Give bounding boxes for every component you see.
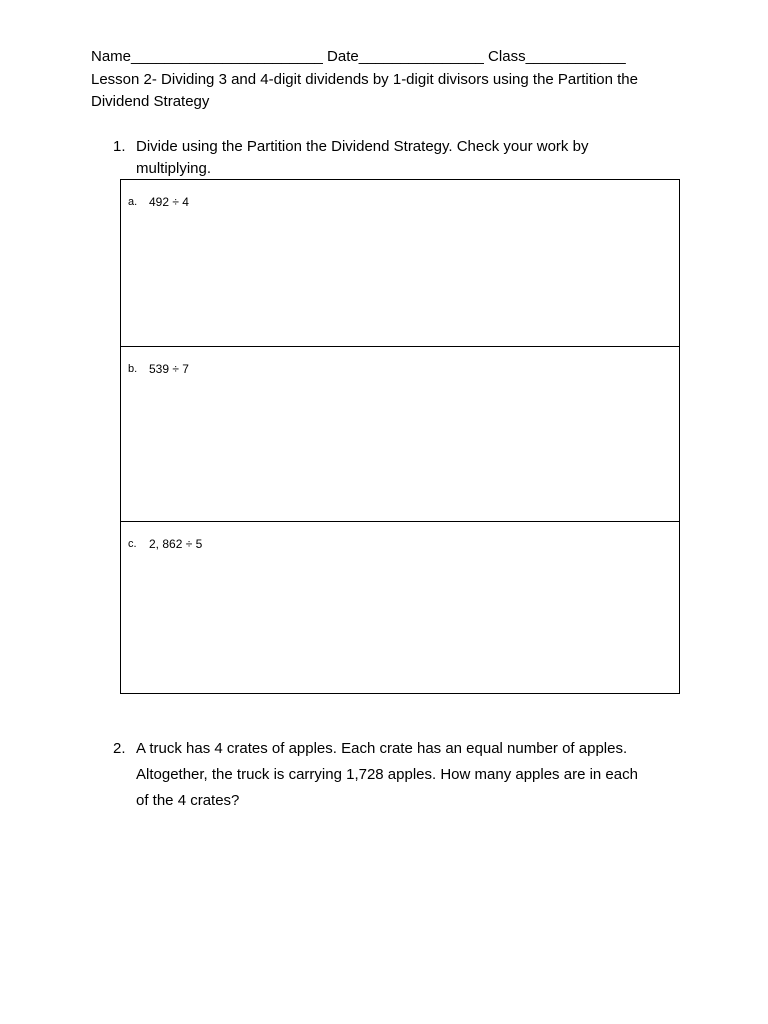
class-label: Class bbox=[483, 48, 526, 65]
class-blank[interactable]: ____________ bbox=[525, 48, 626, 65]
question-1-text-line-2: multiplying. bbox=[136, 160, 212, 177]
part-b-label: b. bbox=[128, 363, 138, 375]
part-b-expression: 539 ÷ 7 bbox=[149, 362, 189, 376]
lesson-title-line-1: Lesson 2- Dividing 3 and 4-digit dividends by 1-digit divisors using the Partition the bbox=[91, 71, 638, 88]
question-1-text-line-1: Divide using the Partition the Dividend Strategy. Check your work by bbox=[136, 138, 589, 155]
question-2-text-line-1: A truck has 4 crates of apples. Each crate has an equal number of apples. bbox=[136, 740, 628, 757]
part-c-expression: 2, 862 ÷ 5 bbox=[149, 537, 203, 551]
name-blank[interactable]: _______________________ bbox=[131, 48, 323, 65]
date-label: Date bbox=[322, 48, 359, 65]
part-a-label: a. bbox=[128, 196, 138, 208]
part-c-label: c. bbox=[128, 538, 137, 550]
question-2-number: 2. bbox=[113, 740, 126, 757]
answer-box-c[interactable] bbox=[120, 521, 680, 694]
answer-box-a[interactable] bbox=[120, 179, 680, 347]
part-a-expression: 492 ÷ 4 bbox=[149, 195, 189, 209]
name-label: Name bbox=[91, 48, 132, 65]
header-fields bbox=[91, 48, 626, 65]
question-2-text-line-3: of the 4 crates? bbox=[136, 792, 240, 809]
date-blank[interactable]: _______________ bbox=[358, 48, 484, 65]
question-2-text-line-2: Altogether, the truck is carrying 1,728 apples. How many apples are in each bbox=[136, 766, 638, 783]
answer-box-b[interactable] bbox=[120, 346, 680, 522]
lesson-title-line-2: Dividend Strategy bbox=[91, 93, 210, 110]
question-1-number: 1. bbox=[113, 138, 126, 155]
